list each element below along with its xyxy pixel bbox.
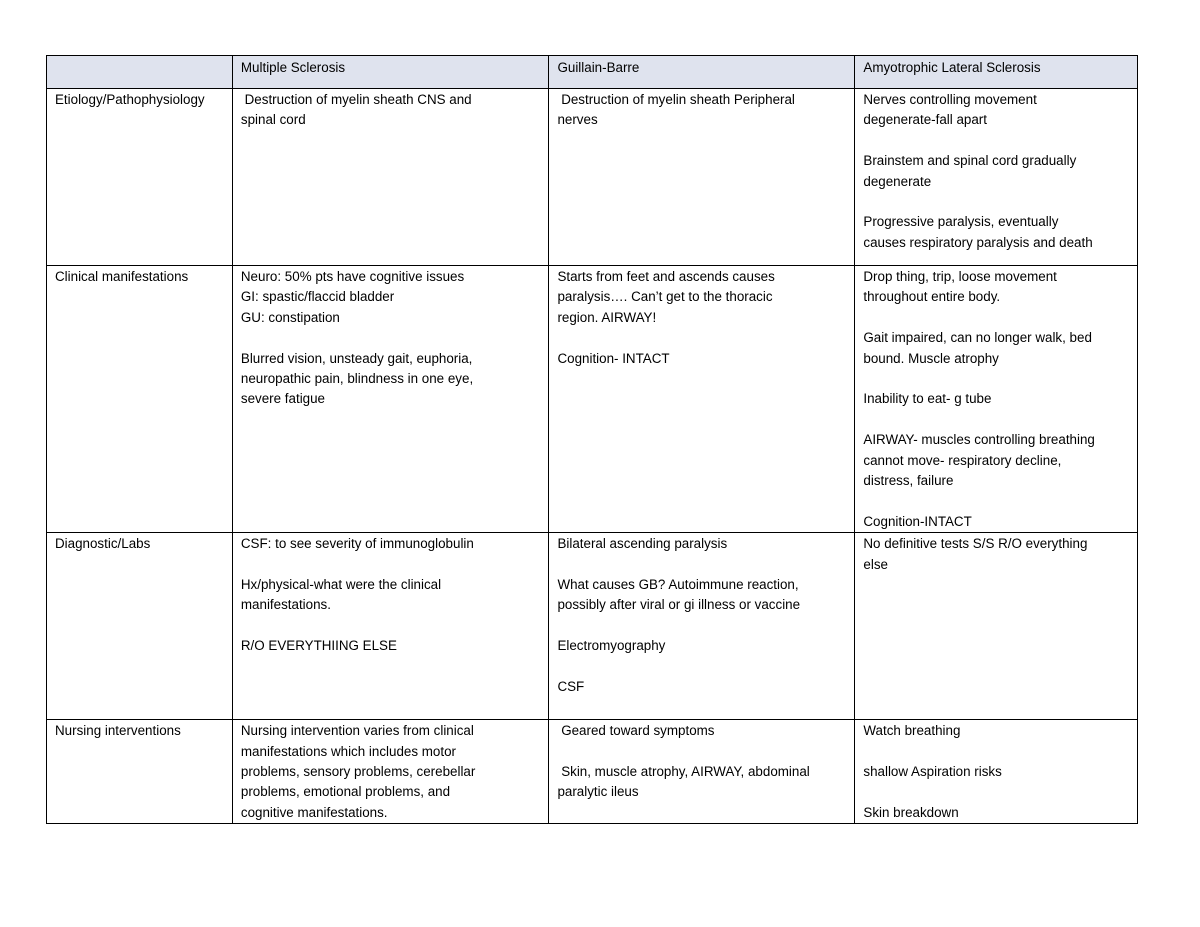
cell-text-line: cannot move- respiratory decline,: [863, 452, 1062, 468]
cell-text-line: Hx/physical-what were the clinical: [240, 577, 442, 593]
cell-etiology-ms: [232, 89, 549, 266]
cell-text-line: CSF: to see severity of immunoglobulin: [240, 536, 474, 552]
cell-text-line: CSF: [557, 679, 585, 695]
cell-text-line: Electromyography: [557, 638, 666, 654]
cell-text-line: causes respiratory paralysis and death: [863, 234, 1093, 250]
row-label-clinical-manifestations: Clinical manifestations: [47, 266, 233, 533]
blank-line: [863, 410, 1130, 430]
table-row-etiology: [47, 89, 1138, 266]
cell-text-line: Inability to eat- g tube: [863, 391, 992, 407]
cell-text-line: GU: constipation: [240, 309, 340, 325]
cell-clinical-gb: [549, 266, 855, 533]
cell-nursing-gb: [549, 720, 855, 824]
blank-line: [241, 328, 542, 348]
row-label-etiology: Etiology/Pathophysiology: [47, 89, 233, 266]
cell-text-line: Starts from feet and ascends causes: [557, 269, 775, 284]
cell-text-line: Progressive paralysis, eventually: [863, 214, 1059, 230]
cell-text-line: else: [863, 556, 888, 572]
cell-text-line: What causes GB? Autoimmune reaction,: [557, 577, 799, 593]
cell-text-line: Nursing intervention varies from clinical: [240, 723, 474, 739]
cell-text-line: Bilateral ascending paralysis: [557, 536, 728, 552]
row-label-diagnostic-labs: Diagnostic/Labs: [47, 533, 233, 720]
cell-text-line: possibly after viral or gi illness or vaccine: [557, 597, 801, 613]
cell-text-line: Skin breakdown: [863, 804, 959, 820]
table-row-clinical-manifestations: [47, 266, 1138, 533]
cell-text-line: spinal cord: [240, 112, 306, 128]
cell-text-line: R/O EVERYTHIING ELSE: [240, 638, 397, 654]
cell-text-line: Cognition- INTACT: [557, 350, 670, 366]
cell-text-line: paralysis…. Can’t get to the thoracic: [557, 289, 773, 305]
cell-diagnostic-ms: [232, 533, 549, 720]
cell-text-line: Geared toward symptoms: [557, 723, 715, 739]
header-row: [47, 56, 1138, 89]
blank-line: [863, 192, 1130, 212]
cell-text-line: throughout entire body.: [863, 289, 1001, 305]
cell-text-line: region. AIRWAY!: [557, 309, 657, 325]
cell-text-line: manifestations.: [240, 597, 331, 613]
cell-text-line: Destruction of myelin sheath CNS and: [240, 92, 472, 107]
blank-line: [557, 742, 847, 762]
cell-text-line: Skin, muscle atrophy, AIRWAY, abdominal: [557, 764, 810, 780]
cell-text-line: cognitive manifestations.: [240, 804, 388, 820]
cell-text-line: distress, failure: [863, 473, 954, 489]
cell-nursing-ms: [232, 720, 549, 824]
blank-line: [863, 308, 1130, 328]
cell-text-line: No definitive tests S/S R/O everything: [863, 536, 1088, 552]
cell-text-line: paralytic ileus: [557, 784, 639, 800]
cell-text-line: Cognition-INTACT: [863, 513, 972, 529]
cell-diagnostic-als: [855, 533, 1138, 720]
cell-text-line: Blurred vision, unsteady gait, euphoria,: [240, 350, 473, 366]
cell-etiology-als: [855, 89, 1138, 266]
cell-text-line: Destruction of myelin sheath Peripheral: [557, 92, 795, 107]
cell-text-line: nerves: [557, 112, 598, 128]
cell-text-line: shallow Aspiration risks: [863, 764, 1002, 780]
blank-line: [557, 555, 847, 575]
cell-text-line: problems, emotional problems, and: [240, 784, 451, 800]
cell-text-line: Gait impaired, can no longer walk, bed: [863, 330, 1092, 346]
cell-text-line: severe fatigue: [240, 391, 326, 407]
cell-clinical-als: [855, 266, 1138, 533]
blank-line: [863, 782, 1130, 802]
cell-clinical-ms: [232, 266, 549, 533]
cell-text-line: problems, sensory problems, cerebellar: [240, 764, 476, 780]
blank-line: [557, 328, 847, 348]
cell-diagnostic-gb: [549, 533, 855, 720]
header-cell-guillain-barre: Guillain-Barre: [549, 56, 855, 89]
cell-text-line: Neuro: 50% pts have cognitive issues: [240, 269, 465, 284]
cell-etiology-gb: [549, 89, 855, 266]
blank-line: [863, 742, 1130, 762]
blank-line: [557, 657, 847, 677]
cell-text-line: manifestations which includes motor: [240, 743, 456, 759]
cell-text-line: neuropathic pain, blindness in one eye,: [240, 371, 474, 387]
header-cell-als: Amyotrophic Lateral Sclerosis: [855, 56, 1138, 89]
cell-text-line: AIRWAY- muscles controlling breathing: [863, 432, 1095, 448]
blank-line: [863, 491, 1130, 511]
cell-text-line: Nerves controlling movement: [863, 92, 1037, 107]
cell-text-line: Drop thing, trip, loose movement: [863, 269, 1057, 284]
header-cell-multiple-sclerosis: Multiple Sclerosis: [232, 56, 549, 89]
header-cell-empty: [47, 56, 233, 89]
cell-text-line: Brainstem and spinal cord gradually: [863, 153, 1077, 169]
blank-line: [863, 369, 1130, 389]
table-row-diagnostic-labs: [47, 533, 1138, 720]
blank-line: [241, 616, 542, 636]
cell-text-line: GI: spastic/flaccid bladder: [240, 289, 395, 305]
row-label-nursing-interventions: Nursing interventions: [47, 720, 233, 824]
cell-text-line: bound. Muscle atrophy: [863, 350, 999, 366]
cell-nursing-als: [855, 720, 1138, 824]
blank-line: [557, 616, 847, 636]
cell-text-line: degenerate-fall apart: [863, 112, 987, 128]
comparison-table: [46, 55, 1138, 824]
cell-text-line: degenerate: [863, 173, 932, 189]
blank-line: [863, 131, 1130, 151]
blank-line: [241, 555, 542, 575]
cell-text-line: Watch breathing: [863, 723, 961, 739]
table-row-nursing-interventions: [47, 720, 1138, 824]
